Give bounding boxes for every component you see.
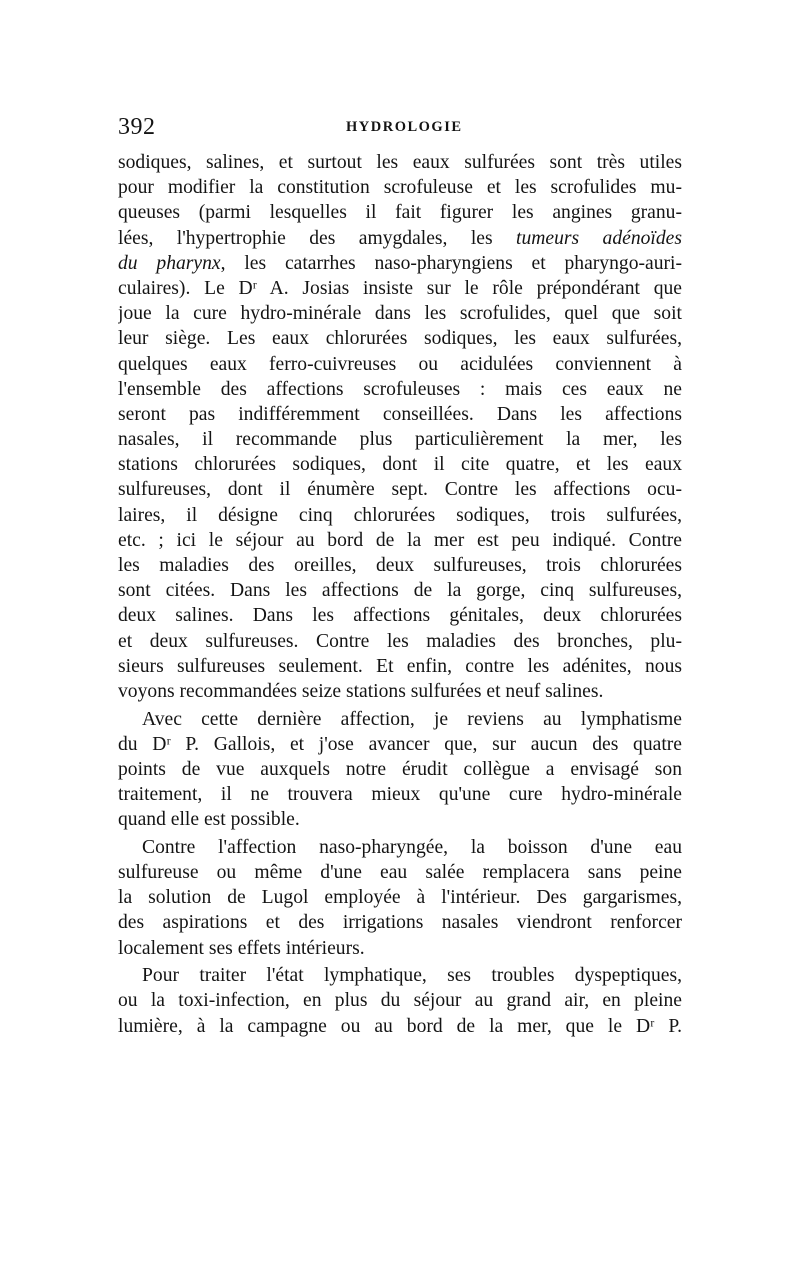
text-line: traitement, il ne trouvera mieux qu'une cure hydro-minérale: [118, 784, 682, 806]
body-text: [118, 150, 682, 1039]
text-line: quelques eaux ferro-cuivreuses ou acidulées conviennent à: [118, 353, 682, 375]
text-line: du pharynx, les catarrhes naso-pharyngiens et pharyngo-auri-: [118, 252, 682, 274]
running-title: HYDROLOGIE: [346, 119, 463, 135]
text-line: lées, l'hypertrophie des amygdales, les tumeurs adénoïdes: [118, 227, 682, 249]
text-line: du Dʳ P. Gallois, et j'ose avancer que, sur aucun des quatre: [118, 733, 682, 755]
page-number: 392: [118, 114, 156, 140]
text-line: et deux sulfureuses. Contre les maladies des bronches, plu-: [118, 630, 682, 652]
text-line: queuses (parmi lesquelles il fait figurer les angines granu-: [118, 202, 682, 224]
text-line: etc. ; ici le séjour au bord de la mer est peu indiqué. Contre: [118, 529, 682, 551]
text-line: stations chlorurées sodiques, dont il cite quatre, et les eaux: [118, 454, 682, 476]
text-line: sont citées. Dans les affections de la gorge, cinq sulfureuses,: [118, 580, 682, 602]
italic-text: tumeurs adénoïdes: [516, 227, 682, 249]
text-line: la solution de Lugol employée à l'intérieur. Des gargarismes,: [118, 887, 682, 909]
text-line: sulfureuse ou même d'une eau salée remplacera sans peine: [118, 862, 682, 884]
paragraph: [118, 835, 682, 961]
text-line: ou la toxi-infection, en plus du séjour au grand air, en pleine: [118, 990, 682, 1012]
text-line: culaires). Le Dʳ A. Josias insiste sur le rôle prépondérant que: [118, 277, 682, 299]
text-line: Pour traiter l'état lymphatique, ses troubles dyspeptiques,: [142, 965, 682, 987]
running-head: [118, 112, 682, 142]
text-line: laires, il désigne cinq chlorurées sodiques, trois sulfurées,: [118, 504, 682, 526]
text-line: Avec cette dernière affection, je reviens au lymphatisme: [142, 708, 682, 730]
text-line: localement ses effets intérieurs.: [118, 937, 365, 959]
text-line: quand elle est possible.: [118, 809, 300, 831]
text-line: l'ensemble des affections scrofuleuses : mais ces eaux ne: [118, 378, 682, 400]
italic-text: du pharynx: [118, 252, 221, 274]
text-line: deux salines. Dans les affections génitales, deux chlorurées: [118, 605, 682, 627]
text-line: joue la cure hydro-minérale dans les scrofulides, quel que soit: [118, 303, 682, 325]
text-line: pour modifier la constitution scrofuleuse et les scrofulides mu-: [118, 177, 682, 199]
text-line: sodiques, salines, et surtout les eaux sulfurées sont très utiles: [118, 152, 682, 173]
paragraph: [118, 150, 682, 704]
text-line: leur siège. Les eaux chlorurées sodiques, les eaux sulfurées,: [118, 328, 682, 350]
text-line: sieurs sulfureuses seulement. Et enfin, contre les adénites, nous: [118, 655, 682, 677]
text-line: les maladies des oreilles, deux sulfureuses, trois chlorurées: [118, 555, 682, 576]
text-line: lumière, à la campagne ou au bord de la mer, que le Dʳ P.: [118, 1015, 682, 1037]
text-line: des aspirations et des irrigations nasales viendront renforcer: [118, 912, 682, 934]
text-line: seront pas indifféremment conseillées. Dans les affections: [118, 403, 682, 425]
text-line: nasales, il recommande plus particulièrement la mer, les: [118, 429, 682, 451]
paragraph: [118, 707, 682, 833]
text-line: sulfureuses, dont il énumère sept. Contre les affections ocu-: [118, 479, 682, 501]
text-line: voyons recommandées seize stations sulfurées et neuf salines.: [118, 680, 604, 702]
text-line: points de vue auxquels notre érudit collègue a envisagé son: [118, 758, 682, 780]
paragraph: [118, 963, 682, 1039]
text-line: Contre l'affection naso-pharyngée, la boisson d'une eau: [142, 836, 682, 858]
